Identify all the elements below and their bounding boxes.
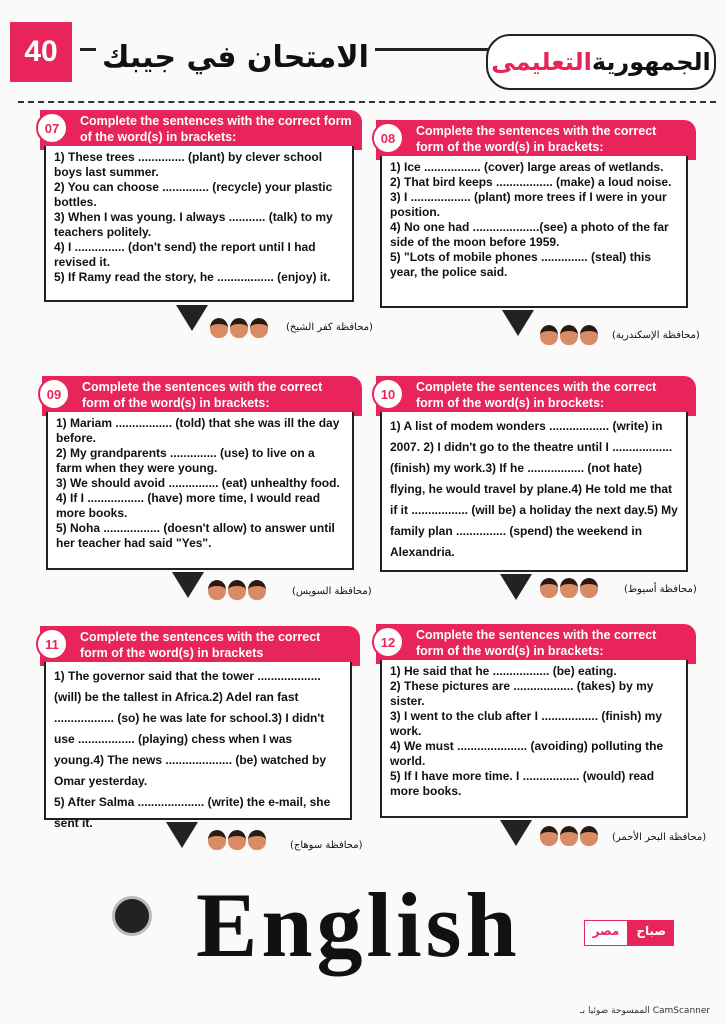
sentence: 4) I ............... (don't send) the report until I had revised it. xyxy=(54,240,316,269)
exam-title: الامتحان في جيبك xyxy=(96,40,375,75)
speech-tail xyxy=(500,820,532,846)
sentence: 2) These pictures are .................. (takes) by my sister. xyxy=(390,679,654,708)
exercise-title: Complete the sentences with the correct form of the word(s) in brockets: xyxy=(376,376,696,416)
exercise-title: Complete the sentences with the correct form of the word(s) in brackets xyxy=(40,626,360,666)
sentence: 5) "Lots of mobile phones .............. (steal) this year, the police said. xyxy=(390,250,652,279)
sentence: 5) Noha ................. (doesn't allow) to answer until her teacher had said "Yes". xyxy=(56,521,335,550)
scanner-watermark: الممسوحة ضوئيا بـ CamScanner xyxy=(580,1006,711,1016)
sentence-block: 5) After Salma .................... (write) the e-mail, she sent it. xyxy=(54,795,331,830)
speech-tail xyxy=(500,574,532,600)
sentence-block: 1) A list of modem wonders .................. (write) in 2007. 2) I didn't go to the theatre until I .................. (finish) my work.3) If he ................. (not hate) flying, he would travel by plane.4) He told me that if it ................. (will be) a holiday the next day.5) My family plan ............... (spend) the weekend in Alexandria. xyxy=(390,419,678,559)
sentence: 4) We must ..................... (avoiding) polluting the world. xyxy=(390,739,664,768)
exercise-title: Complete the sentences with the correct form of the word(s) in brackets: xyxy=(376,624,696,664)
dashed-separator xyxy=(18,101,716,103)
governorate-label: (محافظة الإسكندرية) xyxy=(612,330,700,341)
sentence: 5) If I have more time. I ................. (would) read more books. xyxy=(390,769,655,798)
sentence: 2) You can choose .............. (recycle) your plastic bottles. xyxy=(54,180,333,209)
coffee-cup-icon xyxy=(112,896,152,936)
brand-part1: الجمهورية xyxy=(591,48,711,76)
sentence: 4) No one had ....................(see) a photo of the far side of the moon before 1959. xyxy=(390,220,669,249)
sentence: 3) We should avoid ............... (eat) unhealthy food. xyxy=(56,476,340,490)
sentence: 3) When I was young. I always ........... (talk) to my teachers politely. xyxy=(54,210,333,239)
sentence: 1) These trees .............. (plant) by clever school boys last summer. xyxy=(54,150,323,179)
sentence: 4) If I ................. (have) more time, I would read more books. xyxy=(56,491,321,520)
brand-part2: التعليمى xyxy=(491,48,592,76)
students-illustration xyxy=(208,580,266,600)
exercise-card-07 xyxy=(40,110,362,305)
speech-tail xyxy=(166,822,198,848)
sabah-part2: مصر xyxy=(584,920,629,946)
brand-logo xyxy=(486,34,716,90)
exercise-card-12 xyxy=(376,624,696,820)
exercise-number: 07 xyxy=(36,112,68,144)
exercise-number: 10 xyxy=(372,378,404,410)
page-number: 40 xyxy=(10,22,72,82)
sentence: 1) Mariam ................. (told) that she was ill the day before. xyxy=(56,416,340,445)
sentence: 2) My grandparents .............. (use) to live on a farm when they were young. xyxy=(56,446,315,475)
sabah-masr-logo xyxy=(556,920,674,946)
sentence: 1) Ice ................. (cover) large areas of wetlands. xyxy=(390,160,664,174)
governorate-label: (محافظة السويس) xyxy=(292,586,372,597)
exercise-title: Complete the sentences with the correct form of the word(s) in brackets: xyxy=(40,110,362,150)
exercise-card-08 xyxy=(376,120,696,310)
students-illustration xyxy=(540,325,598,345)
exercise-card-09 xyxy=(42,376,362,572)
speech-tail xyxy=(502,310,534,336)
exercise-title: Complete the sentences with the correct form of the word(s) in brackets: xyxy=(376,120,696,160)
exercise-number: 09 xyxy=(38,378,70,410)
exercise-card-11 xyxy=(40,626,360,830)
exercise-body xyxy=(380,156,688,308)
exercise-body xyxy=(380,412,688,572)
sentence: 2) That bird keeps ................. (make) a loud noise. xyxy=(390,175,672,189)
students-illustration xyxy=(208,830,266,850)
exercise-body xyxy=(44,662,352,830)
governorate-label: (محافظة البحر الأحمر) xyxy=(612,832,707,843)
exercise-number: 12 xyxy=(372,626,404,658)
exercise-card-10 xyxy=(376,376,696,574)
exercise-number: 08 xyxy=(372,122,404,154)
governorate-label: (محافظة كفر الشيخ) xyxy=(286,322,373,333)
exercise-body xyxy=(380,660,688,818)
governorate-label: (محافظة أسيوط) xyxy=(624,584,697,595)
governorate-label: (محافظة سوهاج) xyxy=(290,840,363,851)
sentence: 1) He said that he ................. (be) eating. xyxy=(390,664,617,678)
students-illustration xyxy=(210,318,268,338)
sentence-block: 1) The governor said that the tower ...................(will) be the tallest in Africa.2) Adel ran fast .................. (so) he was late for school.3) I didn't use ................. (playing) chess when I was young.4) The news .................... (be) watched by Omar yesterday. xyxy=(54,669,327,788)
speech-tail xyxy=(172,572,204,598)
exercise-body xyxy=(44,146,354,302)
students-illustration xyxy=(540,826,598,846)
exercise-title: Complete the sentences with the correct form of the word(s) in brackets: xyxy=(42,376,362,416)
exercise-body xyxy=(46,412,354,570)
sentence: 5) If Ramy read the story, he ................. (enjoy) it. xyxy=(54,270,331,284)
sentence: 3) I .................. (plant) more trees if I were in your position. xyxy=(390,190,667,219)
students-illustration xyxy=(540,578,598,598)
english-heading: English xyxy=(196,874,521,976)
speech-tail xyxy=(176,305,208,331)
sabah-part1: صباح xyxy=(628,920,674,946)
exercise-number: 11 xyxy=(36,628,68,660)
sentence: 3) I went to the club after I ................. (finish) my work. xyxy=(390,709,663,738)
